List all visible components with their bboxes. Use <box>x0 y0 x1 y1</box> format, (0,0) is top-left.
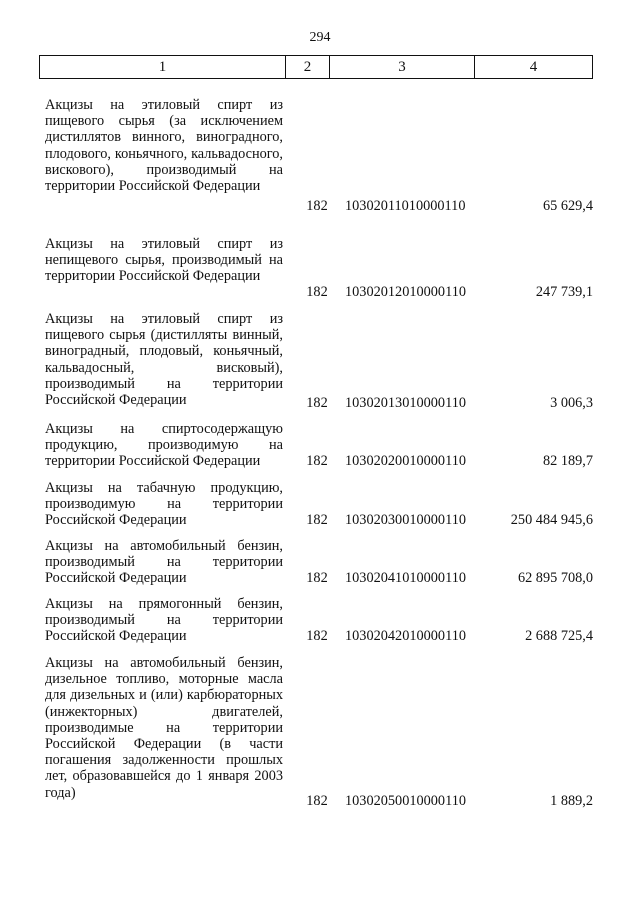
row-code: 182 <box>306 395 328 411</box>
row-code: 182 <box>306 628 328 644</box>
row-kbk: 10302011010000110 <box>345 198 466 214</box>
row-code: 182 <box>306 198 328 214</box>
row-code: 182 <box>306 793 328 809</box>
row-kbk: 10302041010000110 <box>345 570 466 586</box>
header-row <box>40 56 593 79</box>
row-name: Акцизы на прямогонный бензин, производимый на территории Российской Федерации <box>45 596 283 645</box>
header-col-4: 4 <box>475 56 593 79</box>
row-amount: 65 629,4 <box>542 198 593 214</box>
row-kbk: 10302050010000110 <box>345 793 466 809</box>
row-amount: 250 484 945,6 <box>510 512 593 528</box>
header-col-2: 2 <box>286 56 330 79</box>
row-code: 182 <box>306 512 328 528</box>
row-name: Акцизы на этиловый спирт из пищевого сырья (за исключением дистиллятов винного, виноградного, плодового, коньячного, кальвадосного, вискового), производимый на территории Российской Федерации <box>45 97 283 195</box>
row-name: Акцизы на этиловый спирт из пищевого сырья (дистилляты винный, виноградный, плодовый, коньячный, кальвадосный, висковый), производимый на территории Российской Федерации <box>45 311 283 409</box>
row-amount: 2 688 725,4 <box>525 628 593 644</box>
row-amount: 3 006,3 <box>550 395 593 411</box>
row-amount: 62 895 708,0 <box>517 570 593 586</box>
row-amount: 247 739,1 <box>535 284 593 300</box>
row-kbk: 10302020010000110 <box>345 453 466 469</box>
row-amount: 82 189,7 <box>542 453 593 469</box>
row-kbk: 10302013010000110 <box>345 395 466 411</box>
header-col-3: 3 <box>330 56 475 79</box>
row-kbk: 10302012010000110 <box>345 284 466 300</box>
row-name: Акцизы на автомобильный бензин, производимый на территории Российской Федерации <box>45 538 283 587</box>
row-code: 182 <box>306 453 328 469</box>
row-name: Акцизы на табачную продукцию, производимую на территории Российской Федерации <box>45 480 283 529</box>
page-number: 294 <box>309 30 331 45</box>
row-kbk: 10302030010000110 <box>345 512 466 528</box>
row-name: Акцизы на автомобильный бензин, дизельное топливо, моторные масла для дизельных и (или) карбюраторных (инжекторных) двигателей, производимые на территории Российской Федерации (в части погашения задолженности прошлых лет, образовавшейся до 1 января 2003 года) <box>45 655 283 801</box>
row-kbk: 10302042010000110 <box>345 628 466 644</box>
header-col-1: 1 <box>40 56 286 79</box>
row-name: Акцизы на этиловый спирт из непищевого сырья, производимый на территории Российской Федерации <box>45 236 283 285</box>
row-name: Акцизы на спиртосодержащую продукцию, производимую на территории Российской Федерации <box>45 421 283 470</box>
row-code: 182 <box>306 284 328 300</box>
table-header <box>39 55 593 79</box>
row-amount: 1 889,2 <box>550 793 593 809</box>
row-code: 182 <box>306 570 328 586</box>
